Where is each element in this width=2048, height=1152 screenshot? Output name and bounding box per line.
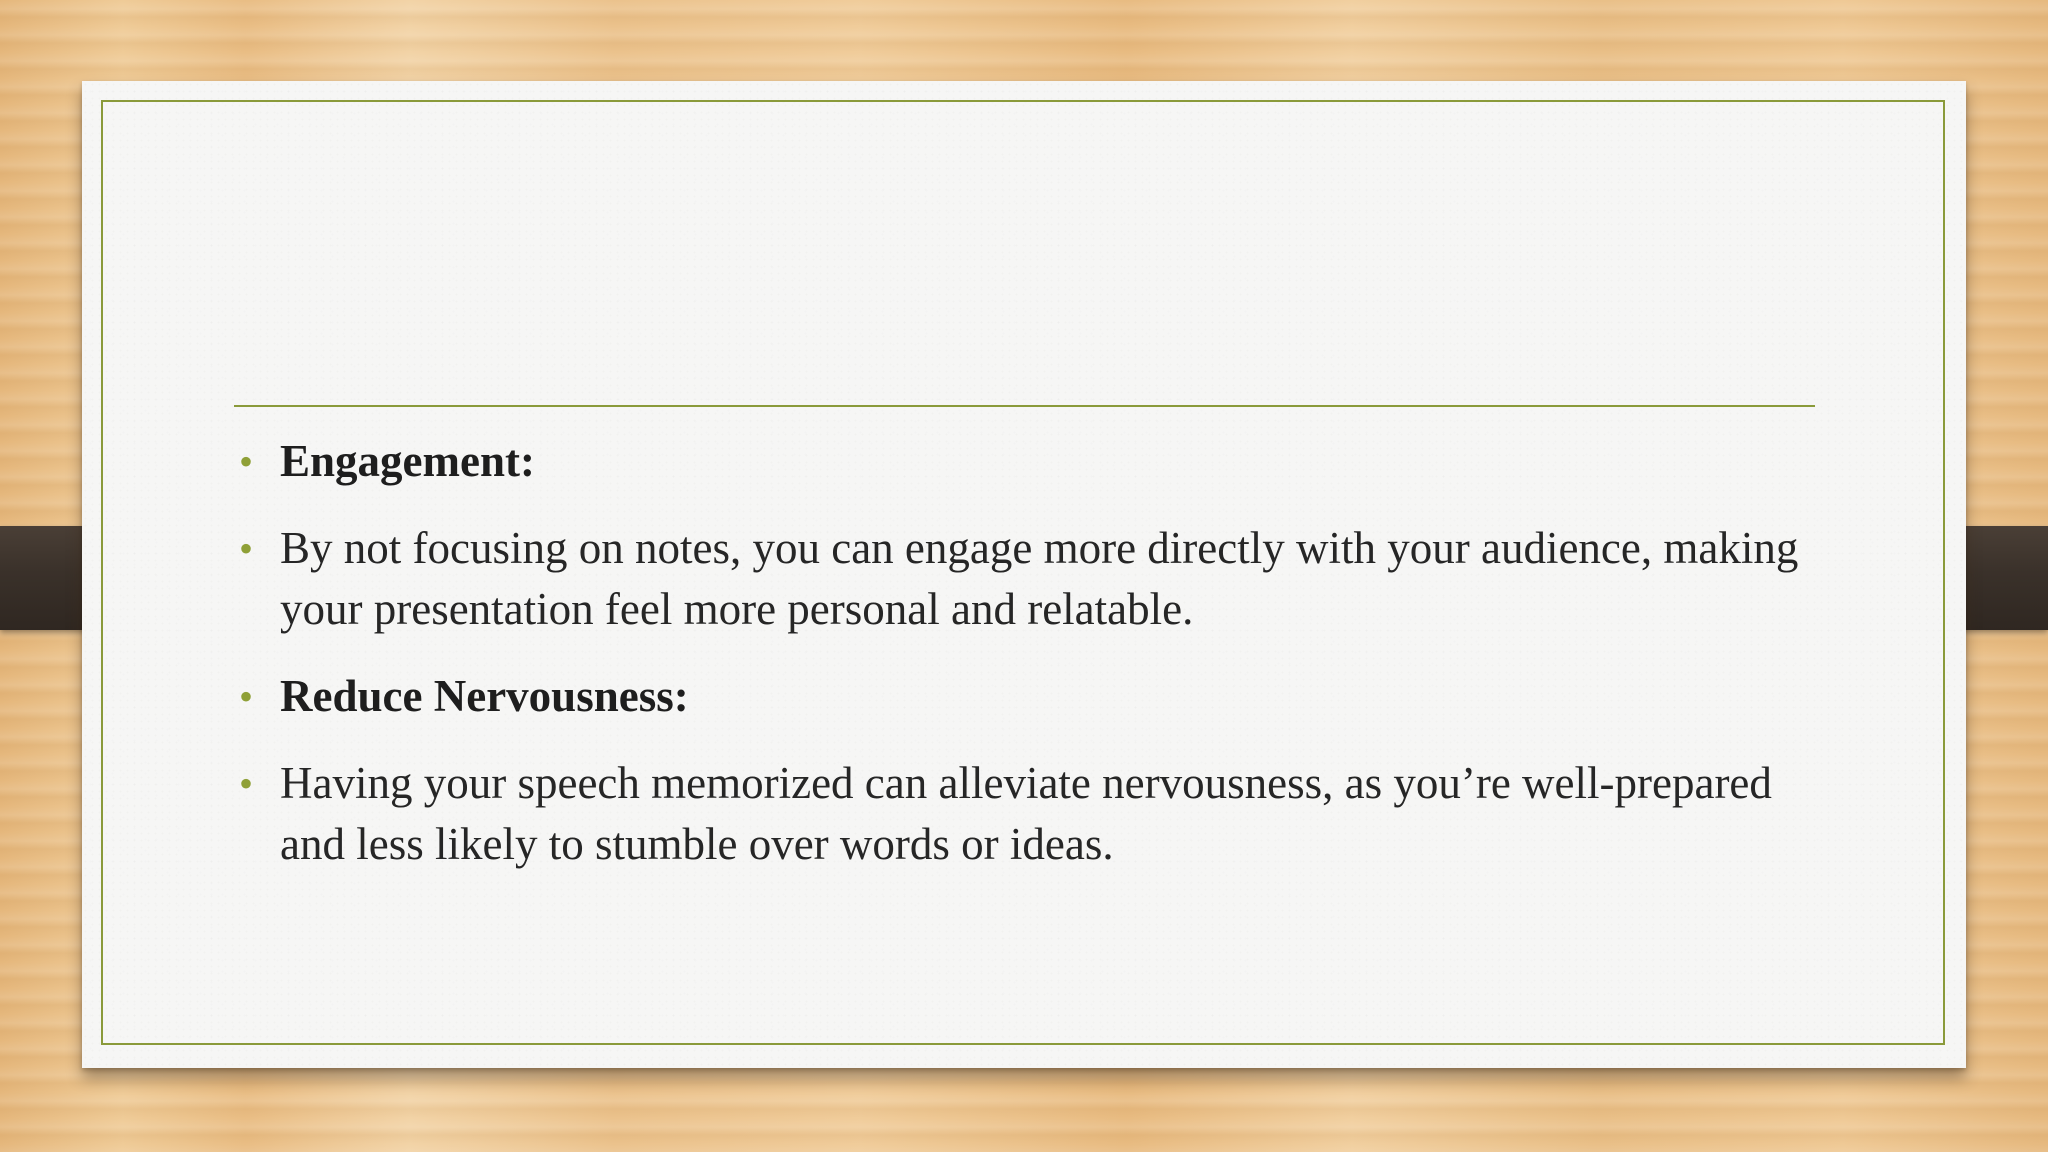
bullet-icon: • [239, 526, 254, 571]
slide-content [234, 431, 1834, 901]
bullet-nervousness-heading [234, 666, 1834, 727]
bullet-icon: • [239, 761, 254, 806]
slide [82, 81, 1966, 1068]
bullet-engagement-heading [234, 431, 1834, 492]
bullet-text: Having your speech memorized can alleviate nervousness, as you’re well-prepared and less likely to stumble over words or ideas. [280, 758, 1772, 869]
bullet-text: Engagement: [280, 436, 535, 486]
bullet-text: Reduce Nervousness: [280, 671, 689, 721]
bullet-icon: • [239, 439, 254, 484]
title-divider-line [234, 405, 1815, 407]
bullet-engagement-body [234, 518, 1834, 640]
bullet-text: By not focusing on notes, you can engage more directly with your audience, making your presentation feel more personal and relatable. [280, 523, 1799, 634]
bullet-list [234, 431, 1834, 875]
bullet-icon: • [239, 674, 254, 719]
bullet-nervousness-body [234, 753, 1834, 875]
